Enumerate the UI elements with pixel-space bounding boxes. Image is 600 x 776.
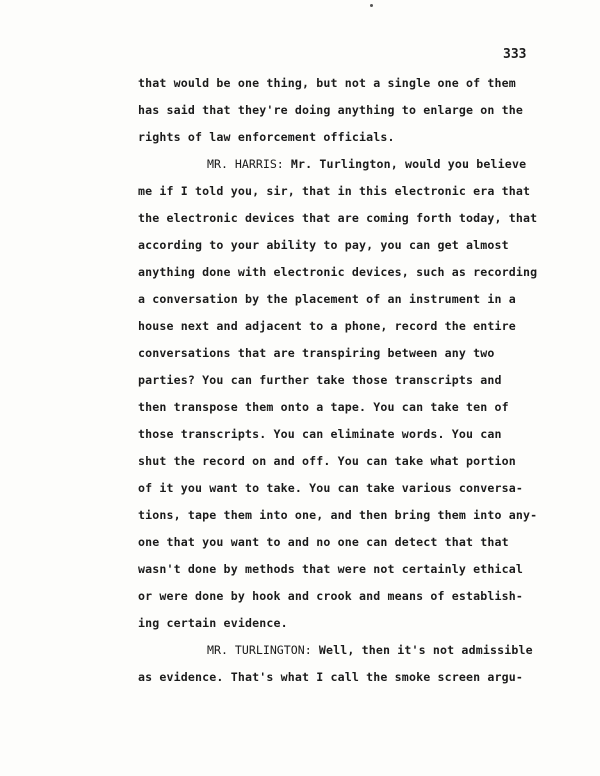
line-text: wasn't done by methods that were not certainly ethical (138, 562, 524, 576)
transcript-line (138, 130, 395, 144)
line-text: Mr. Turlington, would you believe (283, 157, 527, 171)
transcript-line (138, 454, 516, 468)
line-text: that would be one thing, but not a single one of them (138, 76, 516, 90)
transcript-line (138, 589, 523, 603)
transcript-line (138, 481, 523, 495)
speaker-label: MR. HARRIS: (207, 157, 284, 171)
line-text: those transcripts. You can eliminate words. You can (138, 427, 502, 441)
line-text: rights of law enforcement officials. (138, 130, 395, 144)
line-text: then transpose them onto a tape. You can take ten of (138, 400, 509, 414)
transcript-line (138, 616, 288, 630)
transcript-line (138, 238, 509, 252)
line-text: has said that they're doing anything to enlarge on the (138, 103, 524, 117)
transcript-line (138, 400, 509, 414)
line-text: according to your ability to pay, you can get almost (138, 238, 509, 252)
transcript-line (138, 373, 502, 387)
line-text: as evidence. That's what I call the smoke screen argu- (138, 670, 524, 684)
line-text: anything done with electronic devices, such as recording (138, 265, 538, 279)
line-text: of it you want to take. You can take various conversa- (138, 481, 524, 495)
line-text: parties? You can further take those transcripts and (138, 373, 502, 387)
transcript-line (138, 508, 537, 522)
line-text: Well, then it's not admissible (311, 643, 533, 657)
transcript-line (138, 562, 523, 576)
scan-mark (370, 4, 373, 7)
line-text: the electronic devices that are coming forth today, that (138, 211, 538, 225)
line-text: me if I told you, sir, that in this electronic era that (138, 184, 531, 198)
transcript-line (138, 535, 509, 549)
line-text: a conversation by the placement of an instrument in a (138, 292, 516, 306)
transcript-line (138, 76, 516, 90)
transcript-line (138, 292, 516, 306)
transcript-line (138, 265, 537, 279)
line-text: house next and adjacent to a phone, record the entire (138, 319, 516, 333)
transcript-line (138, 211, 537, 225)
transcript-line (138, 319, 516, 333)
speaker-label: MR. TURLINGTON: (207, 643, 312, 657)
transcript-line (138, 103, 523, 117)
line-text: or were done by hook and crook and means of establish- (138, 589, 524, 603)
transcript-line (207, 157, 526, 171)
page-number: 333 (503, 47, 527, 62)
transcript-line (138, 427, 502, 441)
transcript-line (207, 643, 533, 657)
transcript-line (138, 670, 523, 684)
line-text: one that you want to and no one can detect that that (138, 535, 509, 549)
line-text: tions, tape them into one, and then bring them into any- (138, 508, 538, 522)
transcript-line (138, 346, 495, 360)
line-text: ing certain evidence. (138, 616, 288, 630)
line-text: conversations that are transpiring between any two (138, 346, 495, 360)
transcript-line (138, 184, 530, 198)
line-text: shut the record on and off. You can take what portion (138, 454, 516, 468)
